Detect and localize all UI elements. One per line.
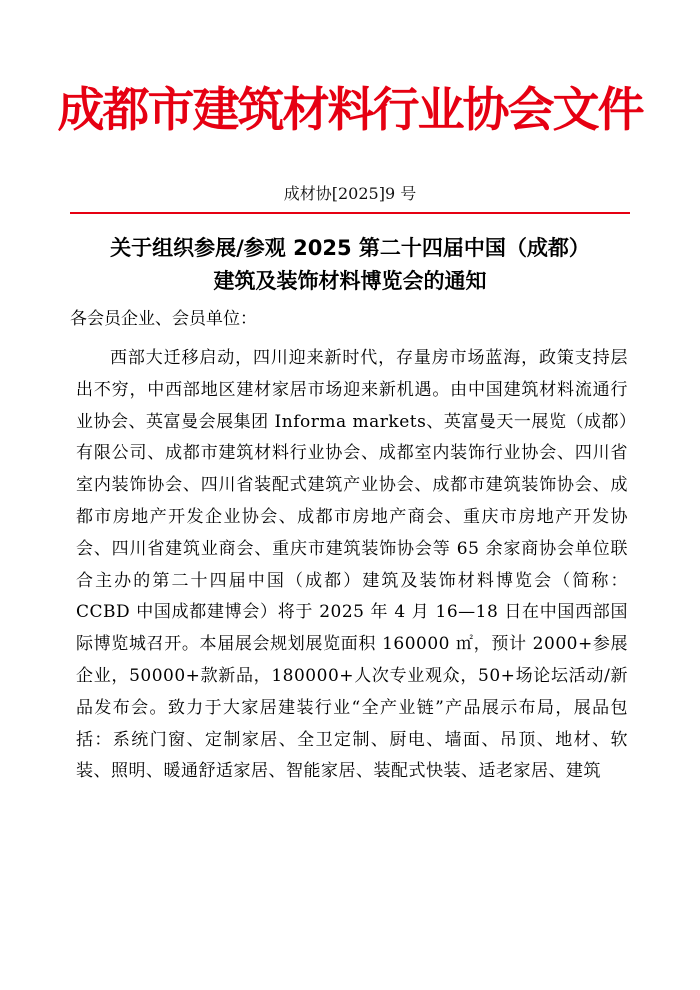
notice-title-line-1: 关于组织参展/参观 2025 第二十四届中国（成都） [110,236,590,260]
document-number: 成材协[2025]9 号 [283,184,417,203]
notice-title [40,232,660,298]
salutation: 各会员企业、会员单位： [70,309,257,329]
masthead-title: 成都市建筑材料行业协会文件 [57,83,643,138]
body-paragraph: 西部大迁移启动，四川迎来新时代，存量房市场蓝海，政策支持层出不穷，中西部地区建材家居市场迎来新机遇。由中国建筑材料流通行业协会、英富曼会展集团 Informa markets、英富曼天一展览（成都）有限公司、成都市建筑材料行业协会、成都室内装饰行业协会、四川省室内装饰协会、四川省装配式建筑产业协会、成都市建筑装饰协会、成都市房地产开发企业协会、成都市房地产商会、重庆市房地产开发协会、四川省建筑业商会、重庆市建筑装饰协会等 65 余家商协会单位联合主办的第二十四届中国（成都）建筑及装饰材料博览会（简称：CCBD 中国成都建博会）将于 2025 年 4 月 16—18 日在中国西部国际博览城召开。本届展会规划展览面积 160000 ㎡，预计 2000+参展企业，50000+款新品，180000+人次专业观众，50+场论坛活动/新品发布会。致力于大家居建装行业“全产业链”产品展示布局，展品包括：系统门窗、定制家居、全卫定制、厨电、墙面、吊顶、地材、软装、照明、暖通舒适家居、智能家居、装配式快装、适老家居、建筑 [76,348,628,782]
notice-title-line-2: 建筑及装饰材料博览会的通知 [213,269,487,293]
red-divider-line [70,212,630,214]
